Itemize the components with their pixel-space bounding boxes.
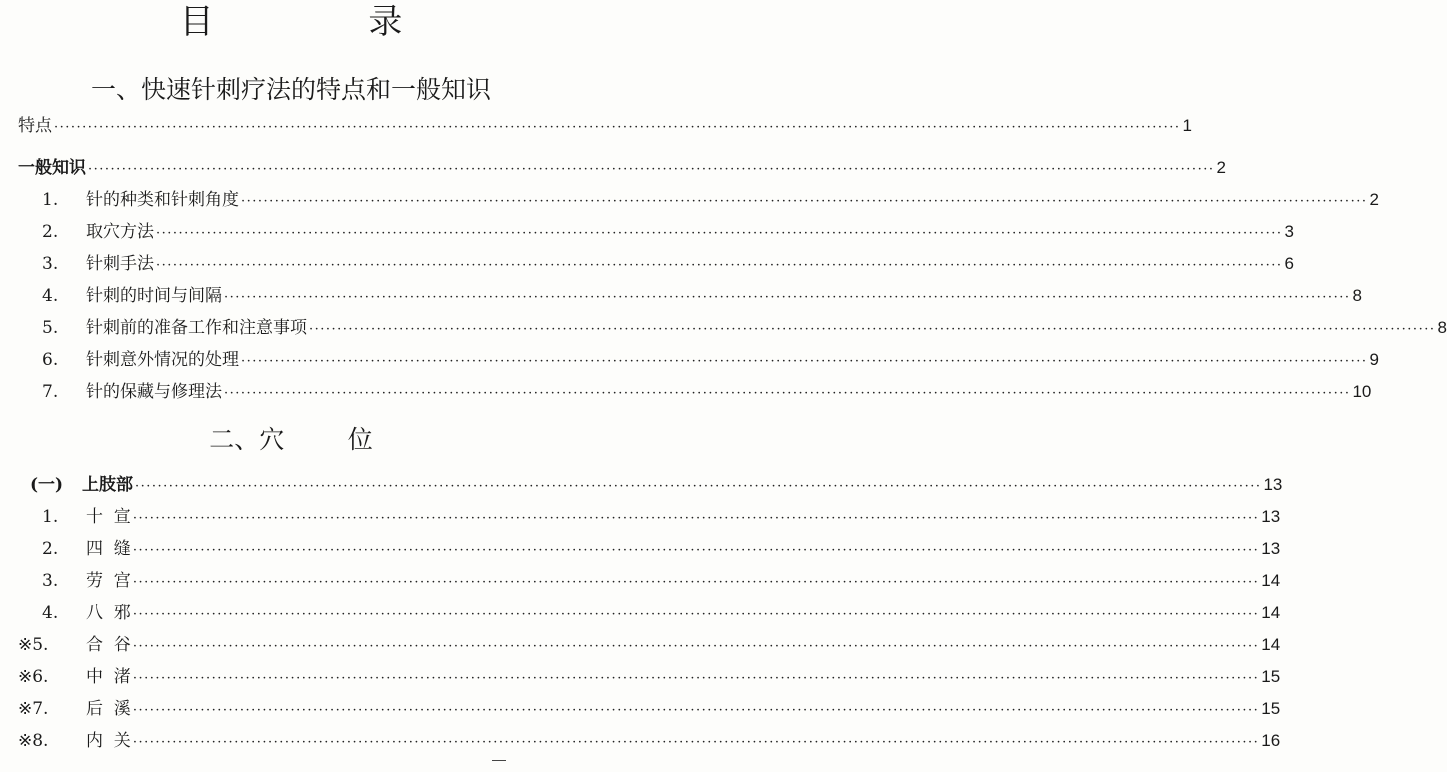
toc-entry-number: ※5. [18,635,49,655]
toc-entry-label: 劳 宫 [86,571,131,591]
toc-entry-number: 5. [42,318,59,338]
dot-leader: ········································································································································································································ [241,194,1368,209]
toc-entry[interactable] [18,665,1281,691]
toc-entry[interactable] [42,601,1281,627]
toc-entry[interactable] [42,537,1281,563]
section-heading-1: 一、快速针刺疗法的特点和一般知识 [90,75,491,104]
toc-entry-page: 8 [1352,286,1362,305]
page-edge-mark [492,760,506,761]
toc-entry-number: ※7. [18,699,49,719]
toc-entry-page: 1 [1182,116,1192,135]
toc-entry-label: 八 邪 [86,603,131,623]
toc-entry-page: 14 [1261,603,1281,622]
toc-entry-label: 后 溪 [86,699,131,719]
toc-entry-label: 一般知识 [18,158,86,178]
toc-entry[interactable] [42,188,1379,214]
dot-leader: ········································································································································································································ [54,120,1181,135]
toc-entry-label: 针刺手法 [86,254,154,274]
dot-leader: ········································································································································································································ [88,162,1215,177]
toc-entry-page: 13 [1261,507,1281,526]
dot-leader: ········································································································································································································ [132,735,1260,750]
dot-leader: ········································································································································································································ [132,575,1260,590]
toc-entry-number: 7. [42,382,59,402]
dot-leader: ········································································································································································································ [156,226,1283,241]
toc-entry[interactable] [42,220,1294,246]
toc-entry[interactable] [42,284,1362,310]
toc-entry-page: 6 [1284,254,1294,273]
toc-entry-label: 特点 [18,116,52,136]
toc-entry-number: ※6. [18,667,49,687]
toc-entry[interactable] [42,316,1447,342]
toc-entry[interactable] [18,633,1281,659]
toc-entry-label: 合 谷 [86,635,131,655]
toc-entry-number: 4. [42,603,59,623]
toc-entry-label: 针的种类和针刺角度 [86,190,239,210]
dot-leader: ········································································································································································································ [132,511,1260,526]
toc-entry[interactable] [30,473,1283,499]
dot-leader: ········································································································································································································ [132,671,1260,686]
dot-leader: ········································································································································································································ [135,479,1262,494]
toc-entry-label: 上肢部 [82,475,133,495]
toc-entry[interactable] [42,505,1281,531]
toc-entry-page: 13 [1263,475,1283,494]
toc-entry-label: 取穴方法 [86,222,154,242]
dot-leader: ········································································································································································································ [132,703,1260,718]
toc-entry-number: 6. [42,350,59,370]
toc-entry-page: 2 [1216,158,1226,177]
toc-entry-page: 3 [1284,222,1294,241]
toc-entry-label: 针刺意外情况的处理 [86,350,239,370]
toc-entry-page: 15 [1261,667,1281,686]
toc-entry-page: 14 [1261,571,1281,590]
toc-entry-number: 1. [42,507,59,527]
toc-entry-page: 9 [1369,350,1379,369]
dot-leader: ········································································································································································································ [132,543,1260,558]
toc-entry-page: 14 [1261,635,1281,654]
toc-entry-page: 10 [1352,382,1372,401]
toc-entry-number: (一) [30,475,64,495]
toc-entry[interactable] [42,569,1281,595]
toc-entry[interactable] [18,156,1226,182]
toc-entry-label: 针的保藏与修理法 [86,382,222,402]
toc-entry-page: 2 [1369,190,1379,209]
toc-entry-number: 3. [42,571,59,591]
toc-entry-page: 13 [1261,539,1281,558]
toc-entry-page: 16 [1261,731,1281,750]
toc-entry-page: 15 [1261,699,1281,718]
toc-entry-label: 中 渚 [86,667,131,687]
toc-entry-number: 3. [42,254,59,274]
dot-leader: ········································································································································································································ [224,290,1351,305]
toc-entry[interactable] [42,252,1294,278]
dot-leader: ········································································································································································································ [241,354,1368,369]
toc-entry-number: 2. [42,222,59,242]
dot-leader: ········································································································································································································ [309,322,1436,337]
toc-entry-page: 8 [1437,318,1447,337]
toc-entry-label: 十 宣 [86,507,131,527]
dot-leader: ········································································································································································································ [224,386,1351,401]
toc-entry-number: 4. [42,286,59,306]
toc-entry-label: 内 关 [86,731,131,751]
toc-entry[interactable] [18,729,1281,755]
section-heading-2: 二、穴 位 [209,425,373,454]
dot-leader: ········································································································································································································ [132,607,1260,622]
toc-entry-label: 针刺前的准备工作和注意事项 [86,318,307,338]
dot-leader: ········································································································································································································ [156,258,1283,273]
toc-entry-label: 针刺的时间与间隔 [86,286,222,306]
toc-entry[interactable] [42,380,1372,406]
toc-entry[interactable] [42,348,1379,374]
toc-entry[interactable] [18,114,1192,140]
toc-entry-number: 1. [42,190,59,210]
page-title: 目 录 [179,2,475,42]
toc-entry-number: 2. [42,539,59,559]
toc-entry[interactable] [18,697,1281,723]
toc-entry-label: 四 缝 [86,539,131,559]
toc-entry-number: ※8. [18,731,49,751]
dot-leader: ········································································································································································································ [132,639,1260,654]
